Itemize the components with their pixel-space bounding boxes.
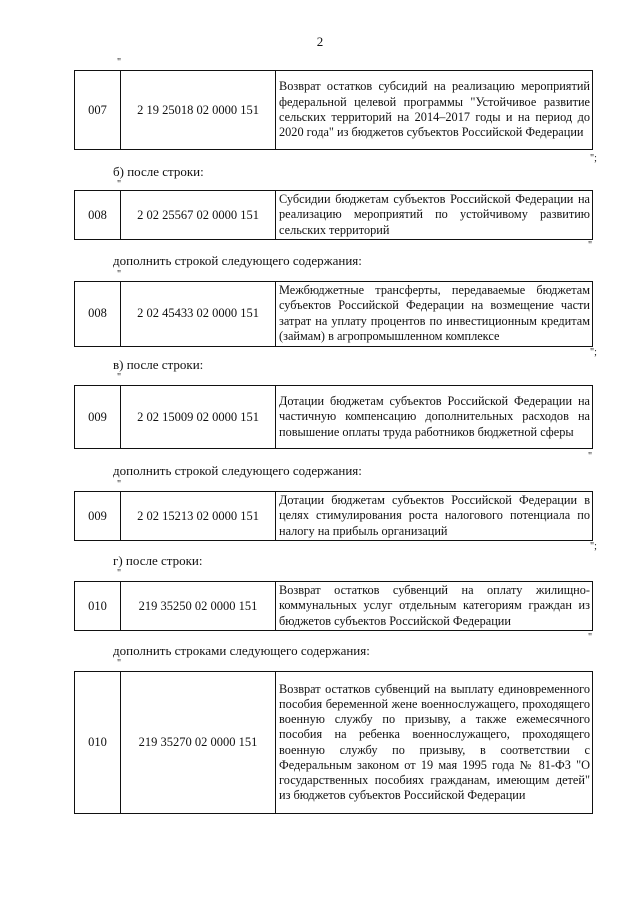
budget-row-table [74,671,593,814]
row-code: 010 [75,672,121,814]
budget-row-table [74,385,593,449]
row-kbk: 2 02 25567 02 0000 151 [121,191,276,240]
row-description: Возврат остатков субвенций на выплату единовременного пособия беременной жене военнослужащего, проходящего военную службу по призыву, а также ежемесячного пособия на ребенка военнослужащего, проходящего военную службу по призыву, в соответствии с Федеральным законом от 19 мая 1995 года № 81-ФЗ "О государственных пособиях гражданам, имеющим детей" из бюджетов субъектов Российской Федерации [276,672,593,814]
row-description: Возврат остатков субсидий на реализацию мероприятий федеральной целевой программы "Устойчивое развитие сельских территорий на 2014–2017 годы и на период до 2020 года" из бюджетов субъектов Российской Федерации [276,71,593,150]
open-quote: " [117,57,122,68]
row-kbk: 2 02 45433 02 0000 151 [121,282,276,347]
row-code: 010 [75,582,121,631]
section-label: дополнить строками следующего содержания: [113,643,370,658]
budget-row-table [74,491,593,541]
section-label: б) после строки: [113,164,204,179]
row-description: Возврат остатков субвенций на оплату жилищно-коммунальных услуг отдельным категориям граждан из бюджетов субъектов Российской Федерации [276,582,593,631]
row-description: Дотации бюджетам субъектов Российской Федерации в целях стимулирования роста налогового потенциала по налогу на прибыль организаций [276,492,593,541]
row-code: 008 [75,282,121,347]
row-kbk: 2 19 25018 02 0000 151 [121,71,276,150]
section-label: дополнить строкой следующего содержания: [113,253,362,268]
row-kbk: 219 35250 02 0000 151 [121,582,276,631]
row-code: 008 [75,191,121,240]
row-description: Межбюджетные трансферты, передаваемые бюджетам субъектов Российской Федерации на возмещение части затрат на уплату процентов по инвестиционным кредитам (займам) в агропромышленном комплексе [276,282,593,347]
section-label: г) после строки: [113,553,203,568]
open-quote: " [117,568,122,579]
budget-row-table [74,281,593,347]
open-quote: " [117,372,122,383]
budget-row-table [74,70,593,150]
open-quote: " [117,658,122,669]
budget-row-table [74,581,593,631]
row-kbk: 2 02 15213 02 0000 151 [121,492,276,541]
close-quote: " [588,451,593,462]
close-quote: "; [590,153,597,164]
budget-row-table [74,190,593,240]
close-quote: "; [590,347,597,358]
row-description: Субсидии бюджетам субъектов Российской Федерации на реализацию мероприятий по устойчивому развитию сельских территорий [276,191,593,240]
row-kbk: 219 35270 02 0000 151 [121,672,276,814]
section-label: в) после строки: [113,357,204,372]
close-quote: "; [590,541,597,552]
row-description: Дотации бюджетам субъектов Российской Федерации на частичную компенсацию дополнительных расходов на повышение оплаты труда работников бюджетной сферы [276,386,593,449]
open-quote: " [117,179,122,190]
page-number: 2 [316,34,324,49]
open-quote: " [117,269,122,280]
row-kbk: 2 02 15009 02 0000 151 [121,386,276,449]
row-code: 007 [75,71,121,150]
row-code: 009 [75,492,121,541]
row-code: 009 [75,386,121,449]
section-label: дополнить строкой следующего содержания: [113,463,362,478]
close-quote: " [588,632,593,643]
close-quote: " [588,240,593,251]
open-quote: " [117,479,122,490]
